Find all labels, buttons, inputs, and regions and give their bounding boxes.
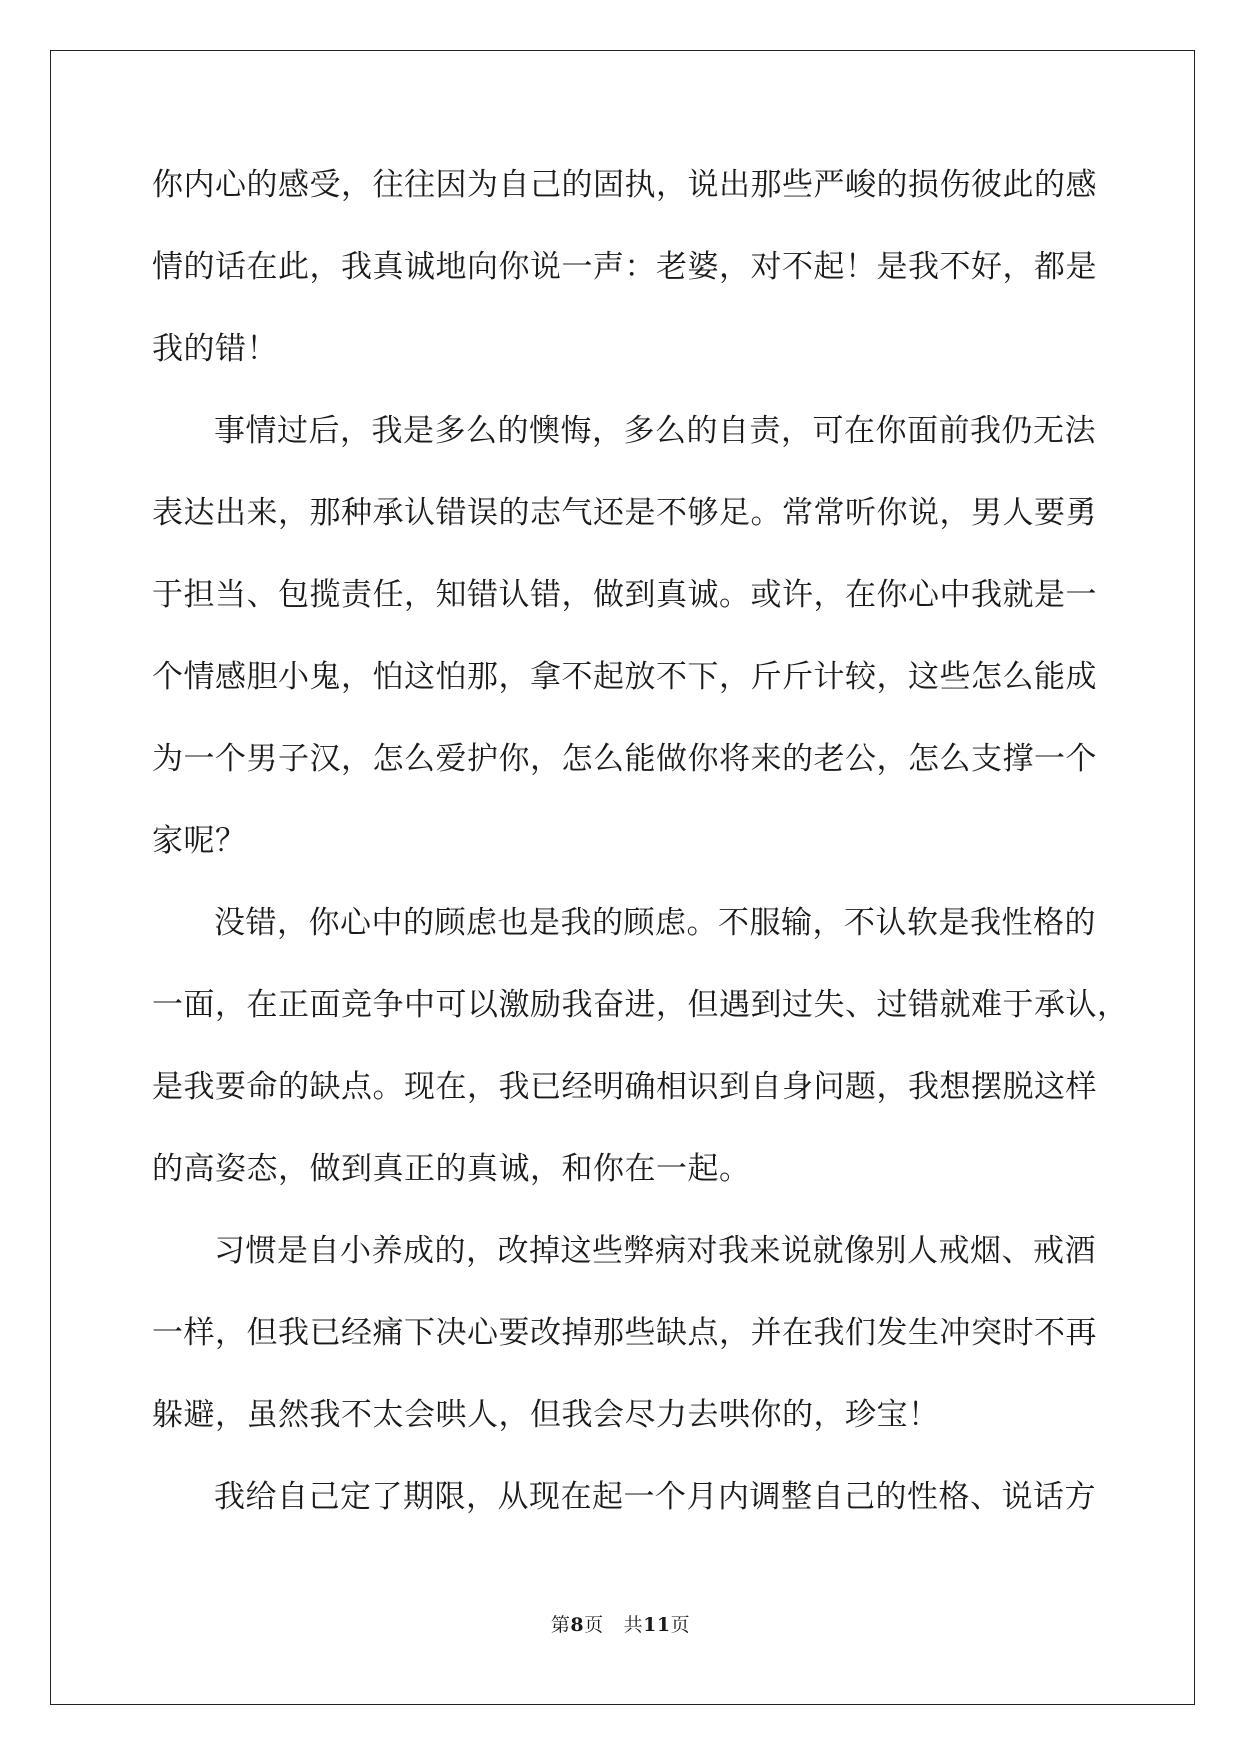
footer-page-current: 8 <box>570 1614 585 1636</box>
footer-page-total: 11 <box>643 1614 671 1636</box>
text-line: 家呢？ <box>152 823 247 859</box>
text-line: 没错，你心中的顾虑也是我的顾虑。不服输，不认软是我性格的 <box>214 905 1096 941</box>
text-line: 一样，但我已经痛下决心要改掉那些缺点，并在我们发生冲突时不再 <box>152 1315 1097 1351</box>
text-line: 个情感胆小鬼，怕这怕那，拿不起放不下，斤斤计较，这些怎么能成 <box>152 659 1097 695</box>
text-line: 一面，在正面竞争中可以激励我奋进，但遇到过失、过错就难于承认， <box>152 987 1129 1023</box>
page-footer <box>0 1610 1241 1637</box>
text-line: 事情过后，我是多么的懊悔，多么的自责，可在你面前我仍无法 <box>214 413 1096 449</box>
footer-total-suffix: 页 <box>670 1614 691 1636</box>
text-line: 我的错！ <box>152 331 278 367</box>
text-line: 情的话在此，我真诚地向你说一声：老婆，对不起！是我不好，都是 <box>152 249 1097 285</box>
text-line: 我给自己定了期限，从现在起一个月内调整自己的性格、说话方 <box>214 1479 1096 1515</box>
footer-total-prefix: 共 <box>623 1614 644 1636</box>
document-body <box>152 155 1129 1549</box>
footer-page-suffix: 页 <box>584 1614 604 1636</box>
text-line: 为一个男子汉，怎么爱护你，怎么能做你将来的老公，怎么支撑一个 <box>152 741 1097 777</box>
footer-page-prefix: 第 <box>550 1614 571 1636</box>
text-line: 表达出来，那种承认错误的志气还是不够足。常常听你说，男人要勇 <box>152 495 1097 531</box>
text-line: 是我要命的缺点。现在，我已经明确相识到自身问题，我想摆脱这样 <box>152 1069 1097 1105</box>
text-line: 于担当、包揽责任，知错认错，做到真诚。或许，在你心中我就是一 <box>152 577 1097 613</box>
text-line: 的高姿态，做到真正的真诚，和你在一起。 <box>152 1151 751 1187</box>
text-line: 躲避，虽然我不太会哄人，但我会尽力去哄你的，珍宝！ <box>152 1397 940 1433</box>
text-line: 习惯是自小养成的，改掉这些弊病对我来说就像别人戒烟、戒酒 <box>214 1233 1096 1269</box>
text-line: 你内心的感受，往往因为自己的固执，说出那些严峻的损伤彼此的感 <box>152 167 1097 203</box>
